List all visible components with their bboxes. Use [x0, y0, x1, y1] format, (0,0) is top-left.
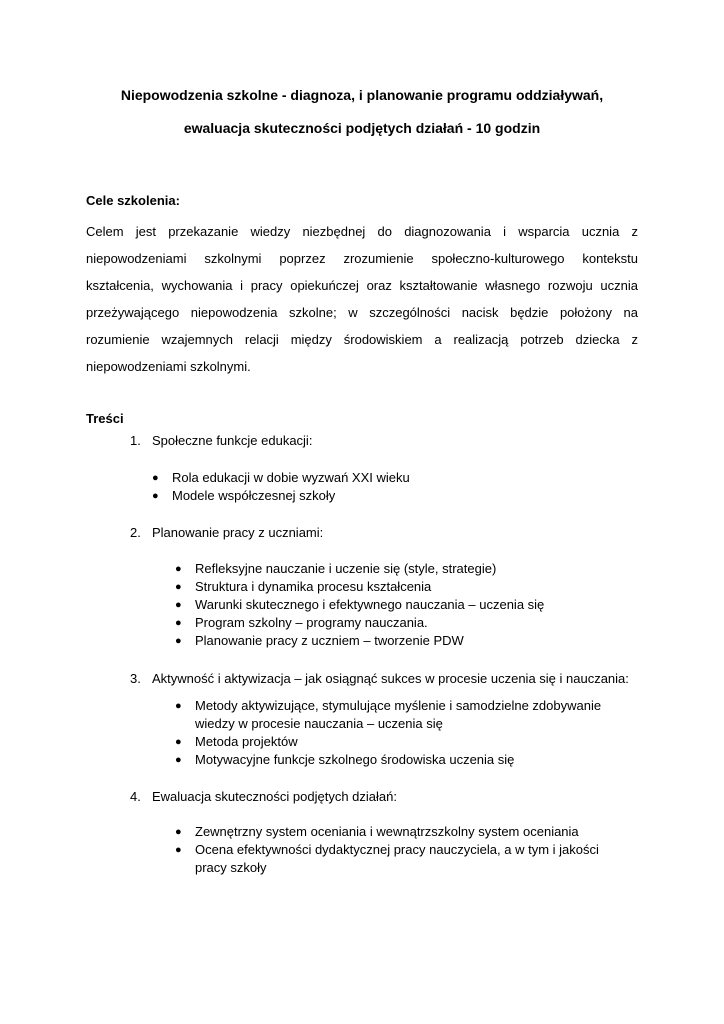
bullet-icon: ● [175, 700, 182, 712]
section-title-text: Ewaluacja skuteczności podjętych działań: [152, 789, 397, 804]
list-item: ● Metoda projektów [175, 734, 298, 749]
section-2-title [130, 525, 323, 541]
section-4-list [175, 823, 625, 877]
section-4-title [130, 789, 397, 805]
section-number: 4. [130, 789, 141, 804]
goals-paragraph-line: rozumienie wzajemnych relacji między środowiskiem a realizacją potrzeb dziecka z [86, 332, 638, 347]
bullet-icon: ● [175, 563, 182, 575]
goals-paragraph-line: Celem jest przekazanie wiedzy niezbędnej do diagnozowania i wsparcia ucznia z [86, 224, 638, 239]
bullet-icon: ● [175, 844, 182, 856]
goals-paragraph-line: niepowodzeniami szkolnymi. [86, 359, 251, 374]
section-title-text: Społeczne funkcje edukacji: [152, 433, 313, 448]
section-title-text: Aktywność i aktywizacja – jak osiągnąć sukces w procesie uczenia się i nauczania: [152, 671, 629, 686]
bullet-icon: ● [175, 617, 182, 629]
list-item: ● Refleksyjne nauczanie i uczenie się (style, strategie) [175, 561, 497, 576]
document-title-line-1: Niepowodzenia szkolne - diagnoza, i planowanie programu oddziaływań, [120, 87, 604, 103]
list-item: ● Struktura i dynamika procesu kształcenia [175, 579, 432, 594]
contents-heading: Treści [86, 411, 124, 426]
list-item: ● Zewnętrzny system oceniania i wewnątrzszkolny system oceniania [175, 824, 579, 839]
list-item: ● Modele współczesnej szkoły [152, 488, 336, 503]
section-3-title [130, 671, 629, 687]
goals-heading: Cele szkolenia: [86, 193, 180, 208]
bullet-icon: ● [175, 826, 182, 838]
goals-paragraph-line: niepowodzeniami szkolnymi poprzez zrozumienie społeczno-kulturowego kontekstu [86, 251, 638, 266]
section-2-list [175, 560, 635, 650]
list-item: ● Rola edukacji w dobie wyzwań XXI wieku [152, 470, 410, 485]
goals-paragraph-line: kształcenia, wychowania i pracy opiekuńczej oraz kształtowanie własnego rozwoju ucznia [86, 278, 638, 293]
section-number: 3. [130, 671, 141, 686]
section-3-list [175, 697, 625, 769]
list-item: ● Motywacyjne funkcje szkolnego środowiska uczenia się [175, 752, 515, 767]
section-number: 1. [130, 433, 141, 448]
bullet-icon: ● [152, 472, 159, 484]
section-title-text: Planowanie pracy z uczniami: [152, 525, 324, 540]
bullet-icon: ● [175, 754, 182, 766]
list-item: ● Metody aktywizujące, stymulujące myślenie i samodzielne zdobywanie wiedzy w procesie nauczania – uczenia się [175, 698, 602, 731]
document-title-line-2: ewaluacja skuteczności podjętych działań - 10 godzin [183, 120, 541, 136]
list-item: ● Warunki skutecznego i efektywnego nauczania – uczenia się [175, 597, 545, 612]
section-number: 2. [130, 525, 141, 540]
bullet-icon: ● [175, 635, 182, 647]
bullet-icon: ● [175, 599, 182, 611]
list-item: ● Program szkolny – programy nauczania. [175, 615, 428, 630]
goals-paragraph [86, 218, 638, 380]
section-1-list [152, 469, 632, 505]
bullet-icon: ● [175, 581, 182, 593]
section-1-title [130, 433, 312, 449]
list-item: ● Ocena efektywności dydaktycznej pracy nauczyciela, a w tym i jakości pracy szkoły [175, 842, 599, 875]
goals-paragraph-line: przeżywającego niepowodzenia szkolne; w szczególności nacisk będzie położony na [86, 305, 638, 320]
list-item: ● Planowanie pracy z uczniem – tworzenie PDW [175, 633, 464, 648]
bullet-icon: ● [152, 490, 159, 502]
bullet-icon: ● [175, 736, 182, 748]
